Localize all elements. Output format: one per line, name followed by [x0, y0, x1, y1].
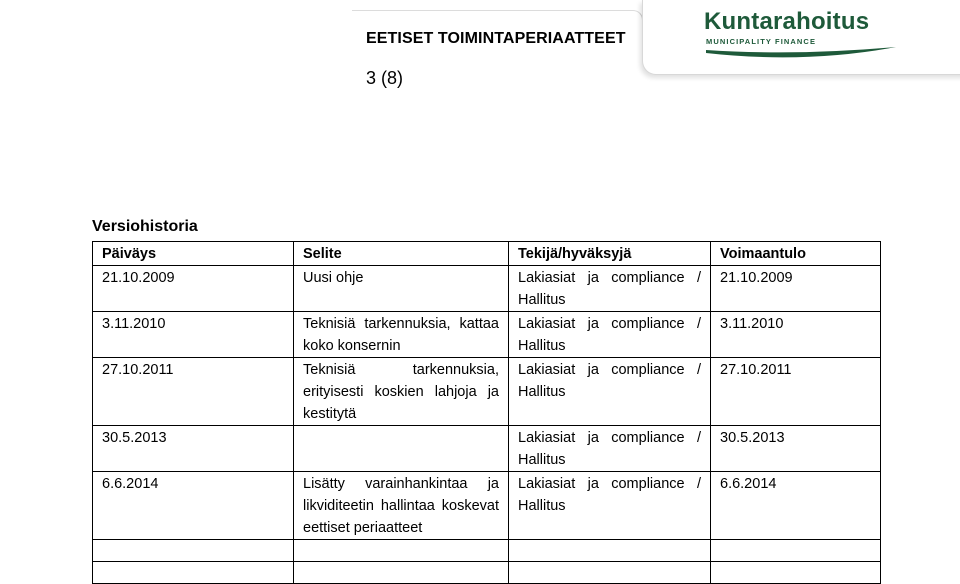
row-date: 3.11.2010	[93, 312, 294, 358]
row-effective: 27.10.2011	[711, 358, 881, 426]
table-row-empty	[93, 562, 881, 584]
row-effective: 21.10.2009	[711, 266, 881, 312]
table-row	[93, 358, 881, 426]
header-divider-line	[352, 10, 643, 21]
row-effective: 30.5.2013	[711, 426, 881, 472]
empty-cell	[294, 562, 509, 584]
table-header-row	[93, 242, 881, 266]
row-author: Lakiasiat ja compliance / Hallitus	[509, 312, 711, 358]
swoosh-logo-icon	[700, 6, 900, 66]
row-date: 27.10.2011	[93, 358, 294, 426]
logo-subtitle: MUNICIPALITY FINANCE	[706, 37, 817, 46]
kuntarahoitus-logo	[700, 6, 900, 66]
row-date: 6.6.2014	[93, 472, 294, 540]
row-author: Lakiasiat ja compliance / Hallitus	[509, 426, 711, 472]
empty-cell	[711, 540, 881, 562]
row-date: 30.5.2013	[93, 426, 294, 472]
logo-name: Kuntarahoitus	[704, 8, 870, 35]
page-number: 3 (8)	[366, 68, 404, 88]
table-row	[93, 266, 881, 312]
empty-cell	[294, 540, 509, 562]
empty-cell	[509, 540, 711, 562]
row-author: Lakiasiat ja compliance / Hallitus	[509, 266, 711, 312]
row-author: Lakiasiat ja compliance / Hallitus	[509, 472, 711, 540]
column-header-effective: Voimaantulo	[711, 242, 881, 266]
version-history-table	[92, 241, 881, 584]
column-header-date: Päiväys	[93, 242, 294, 266]
row-author: Lakiasiat ja compliance / Hallitus	[509, 358, 711, 426]
empty-cell	[93, 562, 294, 584]
table-row	[93, 312, 881, 358]
table-row	[93, 472, 881, 540]
empty-cell	[509, 562, 711, 584]
empty-cell	[711, 562, 881, 584]
row-description: Lisätty varainhankintaa ja likviditeetin hallintaa koskevat eettiset periaatteet	[294, 472, 509, 540]
empty-cell	[93, 540, 294, 562]
row-description	[294, 426, 509, 472]
row-effective: 3.11.2010	[711, 312, 881, 358]
table-row-empty	[93, 540, 881, 562]
row-description: Teknisiä tarkennuksia, erityisesti koskien lahjoja ja kestitytä	[294, 358, 509, 426]
version-history-title: Versiohistoria	[92, 218, 198, 235]
column-header-description: Selite	[294, 242, 509, 266]
document-title: EETISET TOIMINTAPERIAATTEET	[366, 30, 626, 47]
table-row	[93, 426, 881, 472]
row-date: 21.10.2009	[93, 266, 294, 312]
column-header-author: Tekijä/hyväksyjä	[509, 242, 711, 266]
row-description: Teknisiä tarkennuksia, kattaa koko konsernin	[294, 312, 509, 358]
row-description: Uusi ohje	[294, 266, 509, 312]
row-effective: 6.6.2014	[711, 472, 881, 540]
